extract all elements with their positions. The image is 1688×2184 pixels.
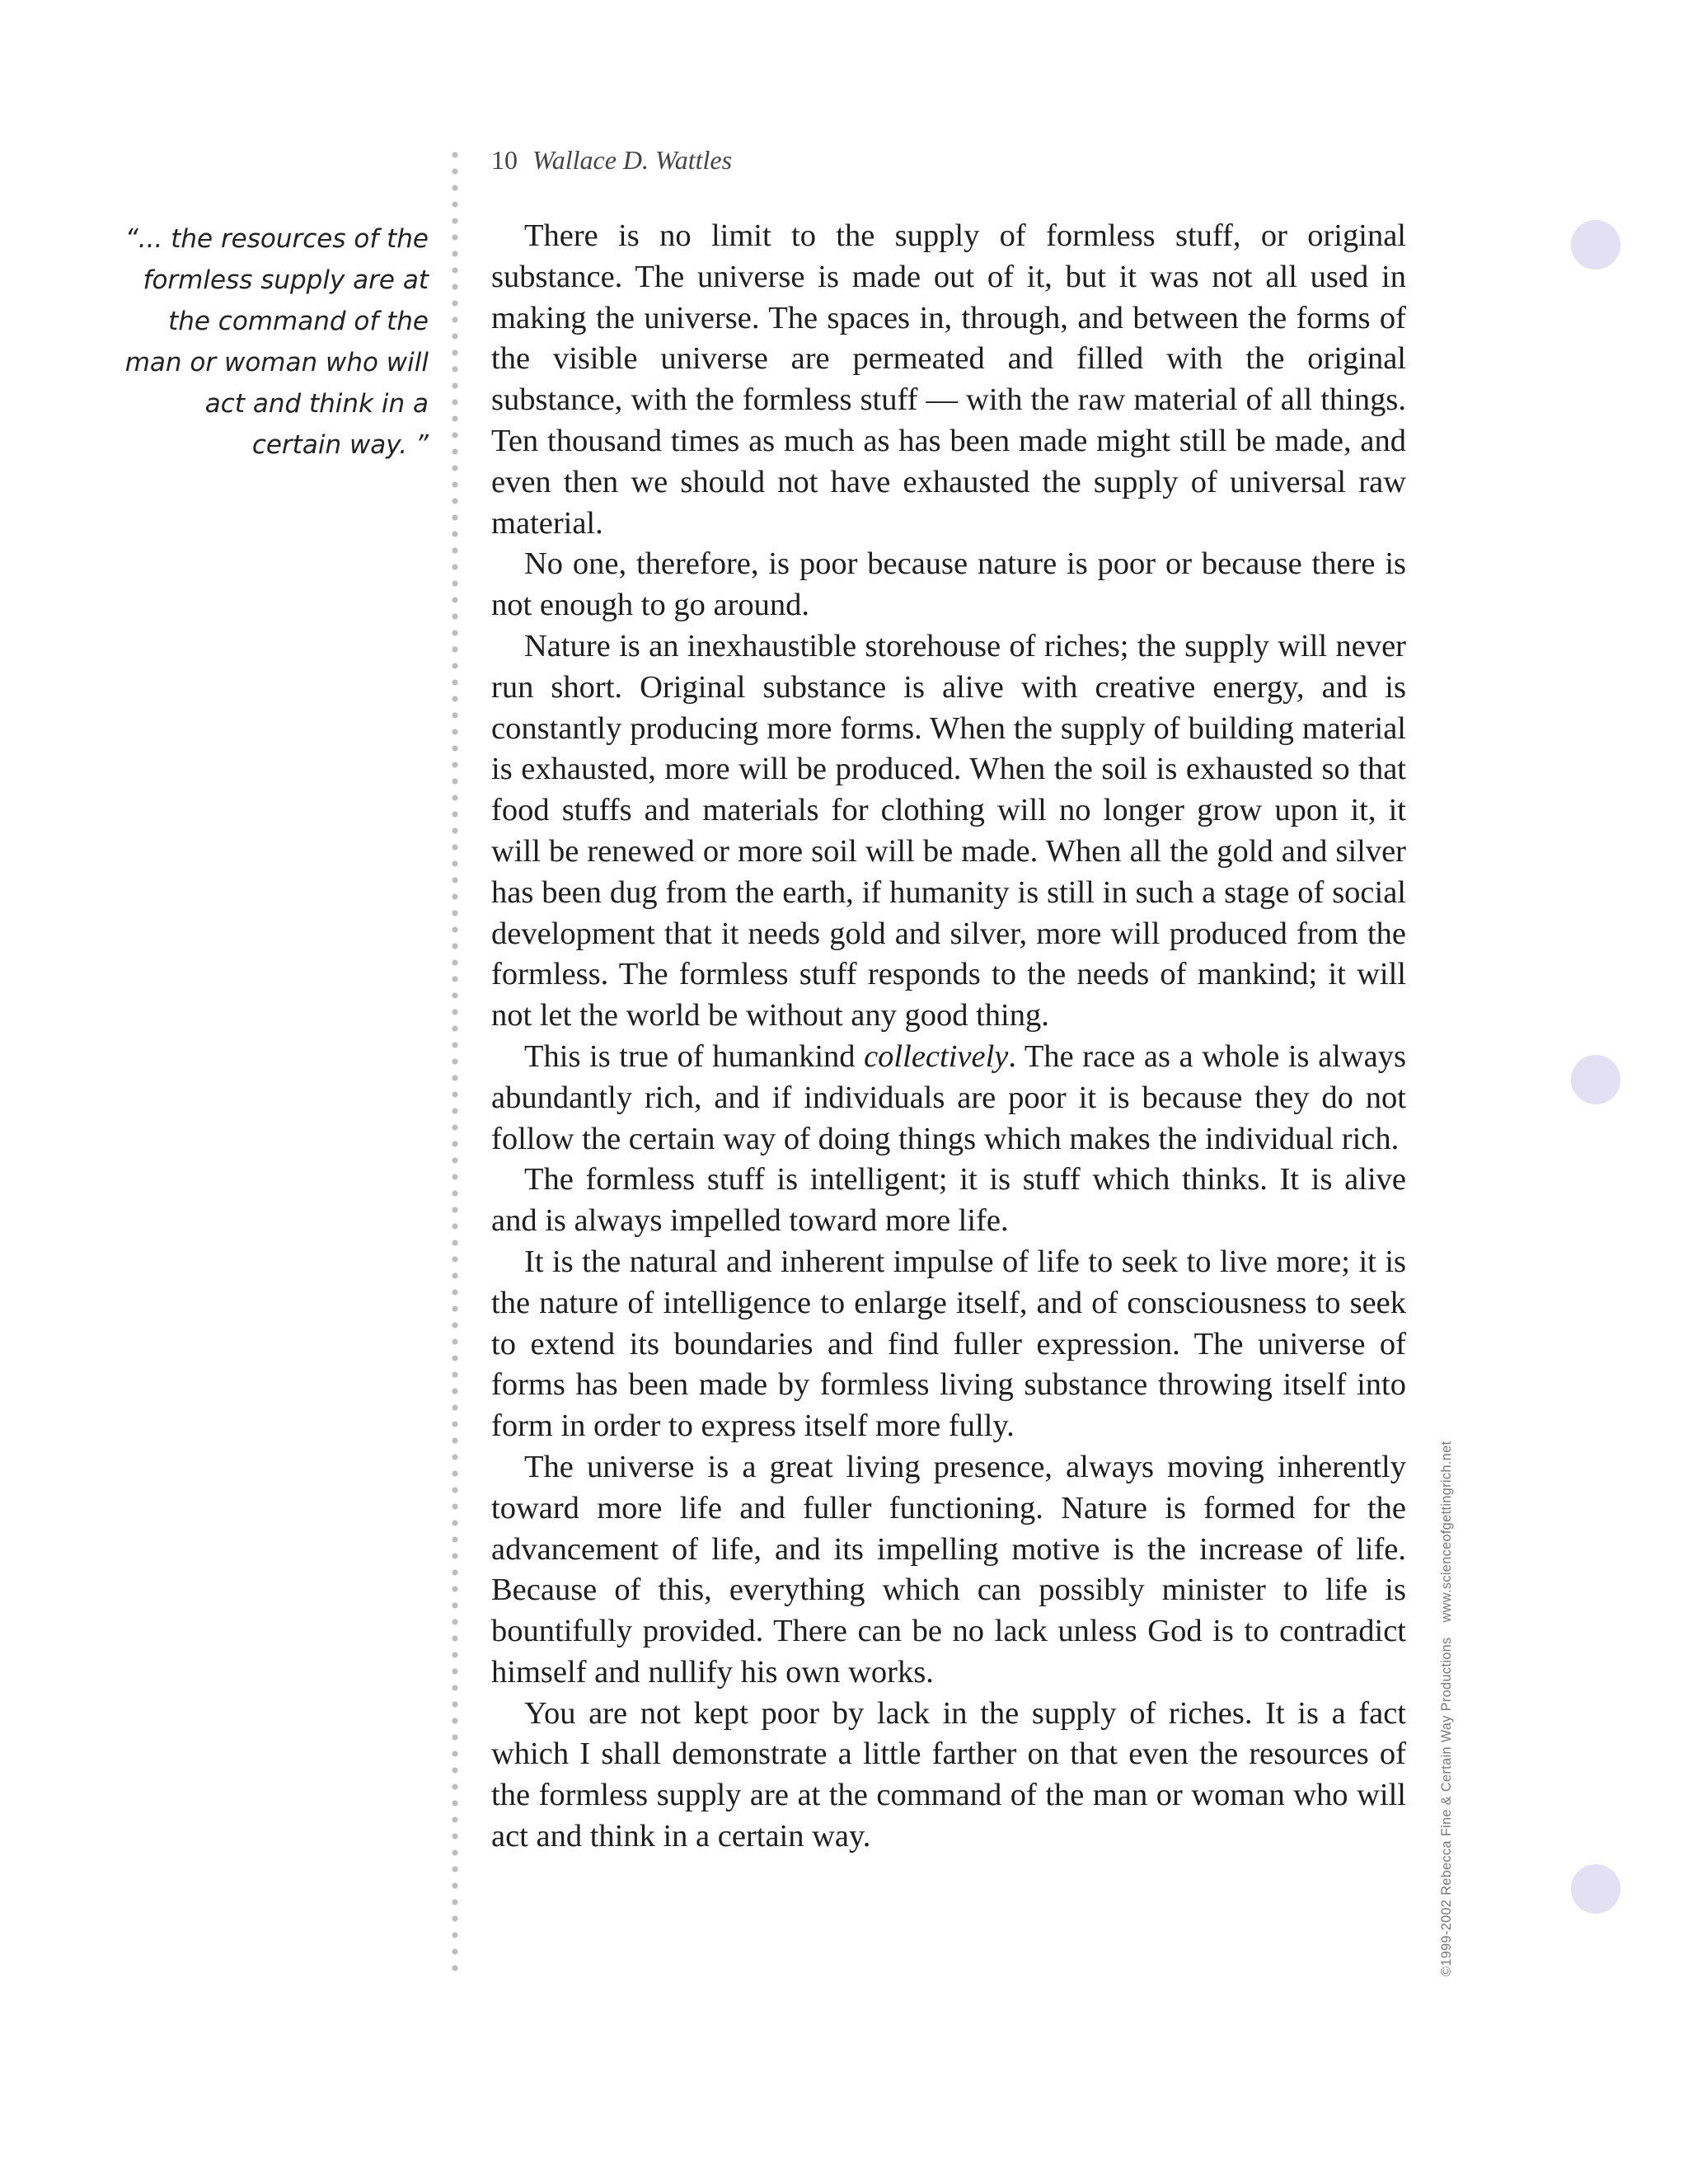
paragraph-2: No one, therefore, is poor because nature is poor or because there is not enough to go around. bbox=[491, 546, 1406, 623]
paragraph-8: You are not kept poor by lack in the supply of riches. It is a fact which I shall demonstrate a little farther on that even the resources of the formless supply are at the command of the man or woman who will act and think in a certain way. bbox=[491, 1695, 1406, 1854]
running-head bbox=[491, 145, 732, 176]
running-head-author: Wallace D. Wattles bbox=[532, 145, 733, 175]
paragraph-5: The formless stuff is intelligent; it is stuff which thinks. It is alive and is always impelled toward more life. bbox=[491, 1162, 1406, 1239]
website-url: www.scienceofgettingrich.net bbox=[1439, 1441, 1454, 1623]
emphasis-collectively: collectively bbox=[864, 1038, 1009, 1074]
paragraph-4-start: This is true of humankind bbox=[524, 1038, 865, 1074]
copyright-text: ©1999-2002 Rebecca Fine & Certain Way Productions bbox=[1439, 1637, 1454, 1976]
page-number: 10 bbox=[491, 145, 518, 175]
side-copyright-notice bbox=[1439, 1441, 1455, 1977]
paragraph-1: There is no limit to the supply of formless stuff, or original substance. The universe is made out of it, but it was not all used in making the universe. The spaces in, through, and between the forms of the visible universe are permeated and filled with the original substance, with the formless stuff — with the raw material of all things. Ten thousand times as much as has been made might still be made, and even then we should not have exhausted the supply of universal raw material. bbox=[491, 218, 1406, 541]
paragraph-6: It is the natural and inherent impulse of life to seek to live more; it is the nature of intelligence to enlarge itself, and of consciousness to seek to extend its boundaries and find fuller expression. The universe of forms has been made by formless living substance throwing itself into form in order to express itself more fully. bbox=[491, 1244, 1406, 1444]
paragraph-4 bbox=[491, 1037, 1406, 1160]
punch-hole-middle bbox=[1571, 1055, 1620, 1104]
body-text bbox=[491, 216, 1406, 1858]
paragraph-7: The universe is a great living presence, always moving inherently toward more life and fuller functioning. Nature is formed for the advancement of life, and its impelling motive is the increase of life. Because of this, everything which can possibly minister to life is bountifully provided. There can be no lack unless God is to contradict himself and nullify his own works. bbox=[491, 1449, 1406, 1690]
pull-quote: “... the resources of the formless supply are at the command of the man or woman who will act and think in a certain way. ” bbox=[124, 224, 429, 460]
dotted-divider bbox=[452, 147, 458, 1978]
paragraph-4-end: . The race as a whole is always abundantly rich, and if individuals are poor it is because they do not follow the certain way of doing things which makes the individual rich. bbox=[491, 1038, 1406, 1156]
punch-hole-bottom bbox=[1571, 1864, 1620, 1914]
punch-hole-top bbox=[1571, 220, 1620, 269]
paragraph-3: Nature is an inexhaustible storehouse of riches; the supply will never run short. Original substance is alive with creative energy, and is constantly producing more forms. When the supply of building material is exhausted, more will be produced. When the soil is exhausted so that food stuffs and materials for clothing will no longer grow upon it, it will be renewed or more soil will be made. When all the gold and silver has been dug from the earth, if humanity is still in such a stage of social development that it needs gold and silver, more will produced from the formless. The formless stuff responds to the needs of mankind; it will not let the world be without any good thing. bbox=[491, 628, 1406, 1033]
